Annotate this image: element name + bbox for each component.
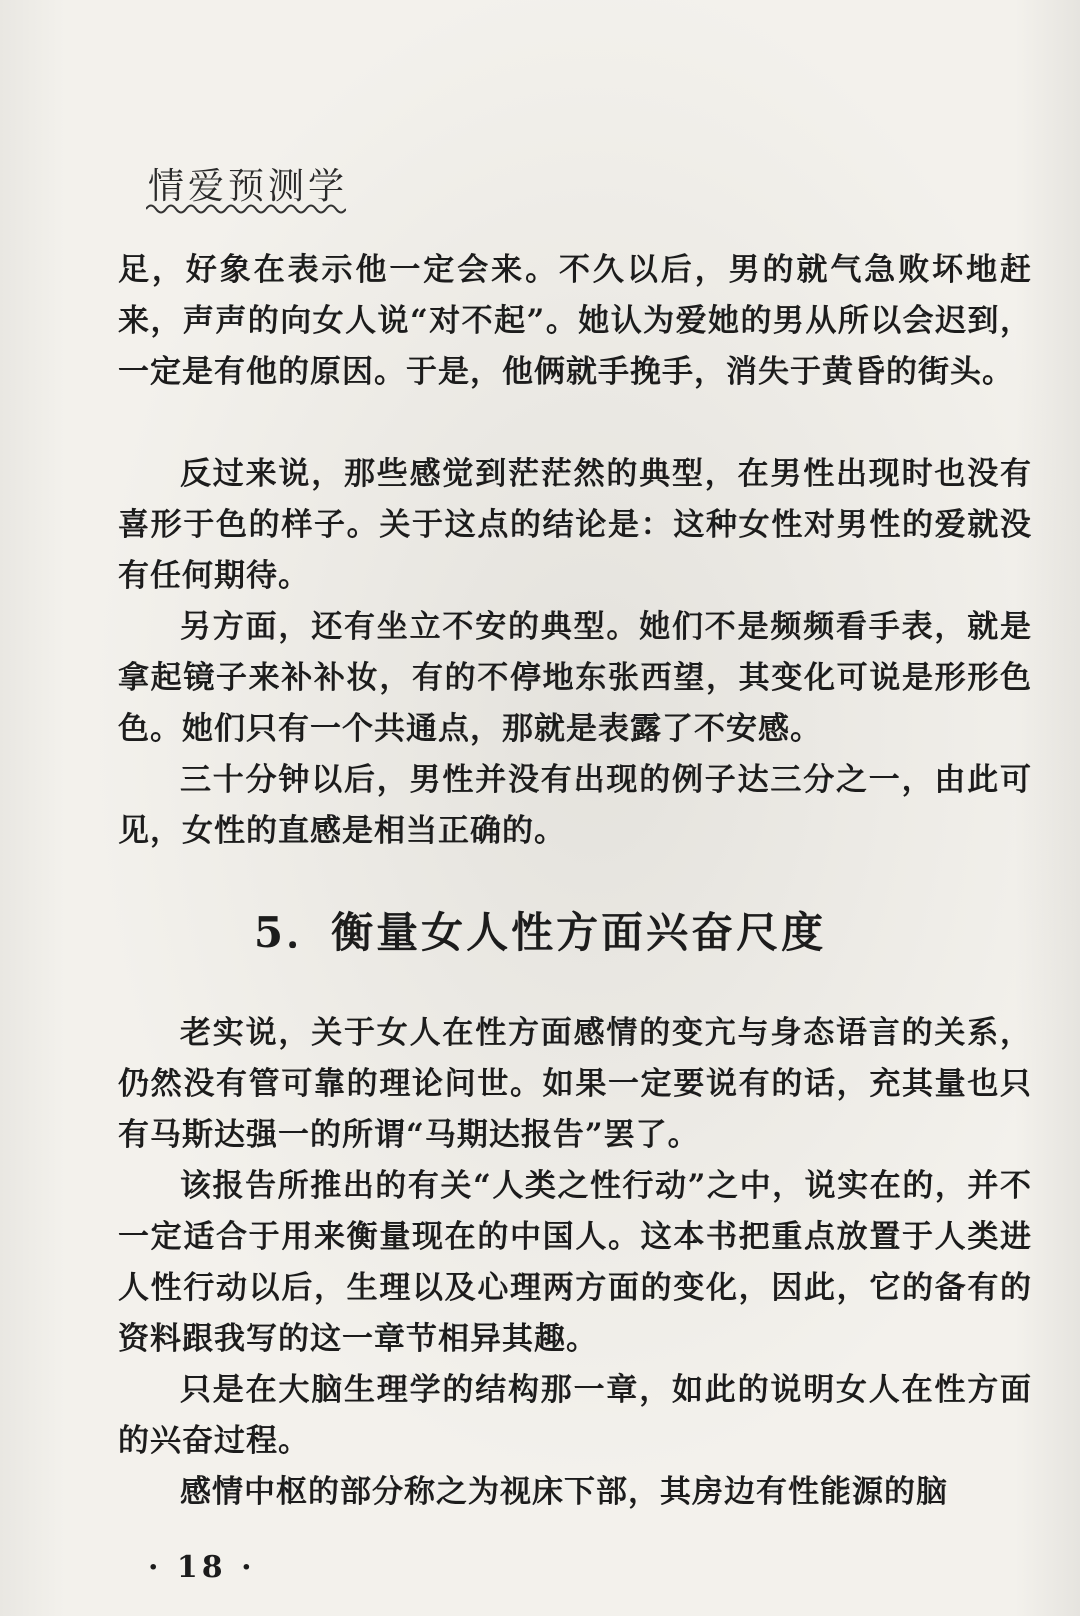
paragraph-8: 感情中枢的部分称之为视床下部，其房边有性能源的脑 <box>180 1474 948 1510</box>
paragraph-2: 反过来说，那些感觉到茫茫然的典型，在男性出现时也没有喜形于色的样子。关于这点的结论是：这种女性对男性的爱就没有任何期待。 <box>118 456 1032 594</box>
paragraph-7: 只是在大脑生理学的结构那一章，如此的说明女人在性方面的兴奋过程。 <box>118 1372 1032 1459</box>
paragraph-6: 该报告所推出的有关“人类之性行动”之中，说实在的，并不一定适合于用来衡量现在的中国人。这本书把重点放置于人类进人性行动以后，生理以及心理两方面的变化，因此，它的备有的资料跟我写的这一章节相异其趣。 <box>118 1168 1032 1357</box>
paragraph-1: 足，好象在表示他一定会来。不久以后，男的就气急败坏地赶来，声声的向女人说“对不起”。她认为爱她的男从所以会迟到，一定是有他的原因。于是，他俩就手挽手，消失于黄昏的街头。 <box>118 252 1032 390</box>
section-heading: 5．衡量女人性方面兴奋尺度 <box>253 908 827 957</box>
page-number: · 18 · <box>148 1550 256 1585</box>
paragraph-5: 老实说，关于女人在性方面感情的变亢与身态语言的关系，仍然没有管可靠的理论问世。如果一定要说有的话，充其量也只有马斯达强一的所谓“马期达报告”罢了。 <box>118 1015 1032 1153</box>
paragraph-4: 三十分钟以后，男性并没有出现的例子达三分之一，由此可见，女性的直感是相当正确的。 <box>118 762 1032 849</box>
paragraph-3: 另方面，还有坐立不安的典型。她们不是频频看手表，就是拿起镜子来补补妆，有的不停地东张西望，其变化可说是形形色色。她们只有一个共通点，那就是表露了不安感。 <box>118 609 1032 747</box>
header-wavy-underline <box>146 200 346 218</box>
running-header: 情爱预测学 <box>148 166 349 207</box>
